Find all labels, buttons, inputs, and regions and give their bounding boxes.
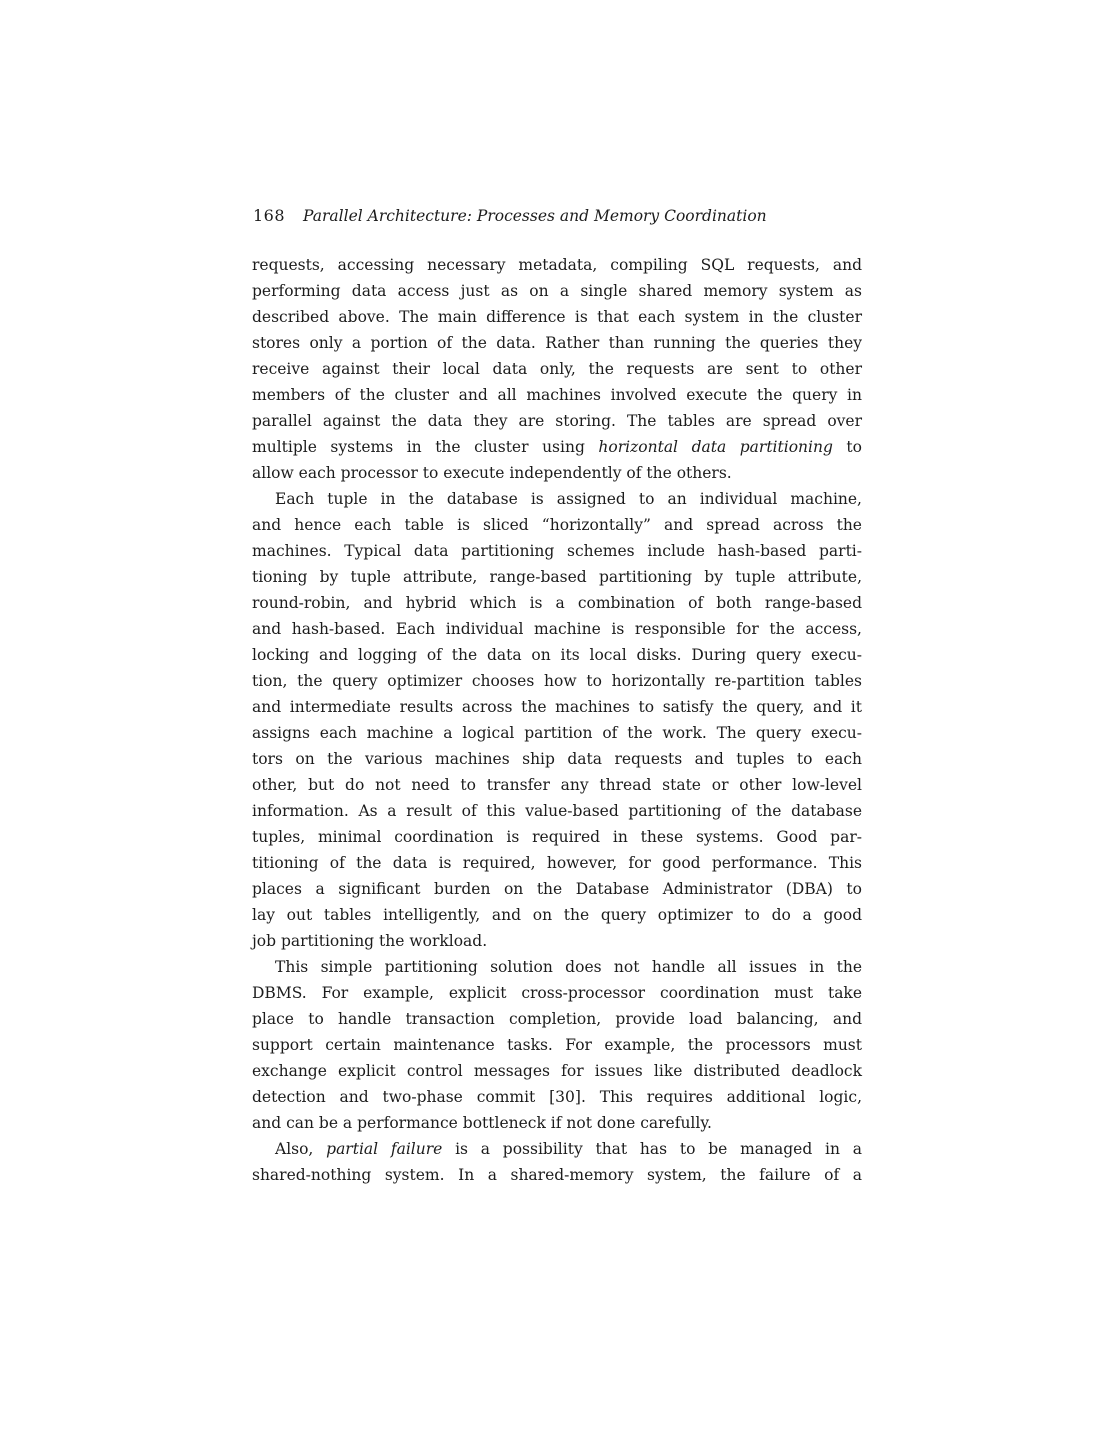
text-line <box>252 746 862 772</box>
text-line <box>252 616 862 642</box>
body-text: and intermediate results across the machines to satisfy the query, and it <box>252 698 862 716</box>
text-line <box>252 408 862 434</box>
text-line <box>252 512 862 538</box>
text-line <box>252 486 862 512</box>
body-text: round-robin, and hybrid which is a combination of both range-based <box>252 594 862 612</box>
text-line <box>252 1058 862 1084</box>
body-text: information. As a result of this value-based partitioning of the database <box>252 802 862 820</box>
text-line <box>252 1136 862 1162</box>
body-text: to <box>832 438 862 456</box>
emphasized-text: horizontal data partitioning <box>598 438 833 456</box>
body-text: This simple partitioning solution does not handle all issues in the <box>275 958 862 976</box>
text-line <box>252 590 862 616</box>
body-text: stores only a portion of the data. Rather than running the queries they <box>252 334 862 352</box>
body-text: job partitioning the workload. <box>252 932 488 950</box>
text-line <box>252 460 862 486</box>
text-line <box>252 772 862 798</box>
text-line <box>252 1006 862 1032</box>
text-line <box>252 1084 862 1110</box>
body-text: performing data access just as on a single shared memory system as <box>252 282 862 300</box>
page-number: 168 <box>253 206 286 225</box>
text-line <box>252 434 862 460</box>
text-line <box>252 252 862 278</box>
text-line <box>252 876 862 902</box>
body-text: tors on the various machines ship data requests and tuples to each <box>252 750 862 768</box>
body-text: requests, accessing necessary metadata, compiling SQL requests, and <box>252 256 862 274</box>
body-text: is a possibility that has to be managed in a <box>442 1140 862 1158</box>
body-text: tioning by tuple attribute, range-based partitioning by tuple attribute, <box>252 568 862 586</box>
text-line <box>252 902 862 928</box>
body-text: lay out tables intelligently, and on the query optimizer to do a good <box>252 906 862 924</box>
text-line <box>252 330 862 356</box>
text-line <box>252 694 862 720</box>
text-line <box>252 356 862 382</box>
body-text: parallel against the data they are storing. The tables are spread over <box>252 412 862 430</box>
text-line <box>252 538 862 564</box>
running-title: Parallel Architecture: Processes and Memory Coordination <box>303 207 767 225</box>
emphasized-text: partial failure <box>326 1140 443 1158</box>
running-header <box>253 203 863 229</box>
body-text: shared-nothing system. In a shared-memory system, the failure of a <box>252 1166 862 1184</box>
text-line <box>252 850 862 876</box>
text-line <box>252 642 862 668</box>
body-text: tuples, minimal coordination is required in these systems. Good par- <box>252 828 862 846</box>
text-line <box>252 824 862 850</box>
text-line <box>252 564 862 590</box>
body-text: place to handle transaction completion, provide load balancing, and <box>252 1010 862 1028</box>
text-line <box>252 798 862 824</box>
body-text: tion, the query optimizer chooses how to horizontally re-partition tables <box>252 672 862 690</box>
body-text: assigns each machine a logical partition of the work. The query execu- <box>252 724 862 742</box>
text-line <box>252 668 862 694</box>
paragraph <box>252 486 862 954</box>
paragraph <box>252 954 862 1136</box>
paragraph <box>252 1136 862 1188</box>
body-text: detection and two-phase commit [30]. This requires additional logic, <box>252 1088 862 1106</box>
body-text: locking and logging of the data on its local disks. During query execu- <box>252 646 862 664</box>
body-text: titioning of the data is required, however, for good performance. This <box>252 854 862 872</box>
body-text: described above. The main difference is that each system in the cluster <box>252 308 862 326</box>
paragraph <box>252 252 862 486</box>
text-line <box>252 382 862 408</box>
body-text: support certain maintenance tasks. For example, the processors must <box>252 1036 862 1054</box>
body-text: places a significant burden on the Database Administrator (DBA) to <box>252 880 862 898</box>
body-text: receive against their local data only, the requests are sent to other <box>252 360 862 378</box>
body-text: Also, <box>275 1140 327 1158</box>
text-line <box>252 304 862 330</box>
body-text: exchange explicit control messages for issues like distributed deadlock <box>252 1062 862 1080</box>
text-line <box>252 928 862 954</box>
text-line <box>252 720 862 746</box>
body-text: Each tuple in the database is assigned to an individual machine, <box>275 490 862 508</box>
body-text: and can be a performance bottleneck if not done carefully. <box>252 1114 712 1132</box>
text-line <box>252 1110 862 1136</box>
body-text: and hash-based. Each individual machine is responsible for the access, <box>252 620 862 638</box>
body-text: allow each processor to execute independently of the others. <box>252 464 732 482</box>
body-text: and hence each table is sliced “horizontally” and spread across the <box>252 516 862 534</box>
text-line <box>252 278 862 304</box>
body-text: other, but do not need to transfer any thread state or other low-level <box>252 776 862 794</box>
text-line <box>252 1032 862 1058</box>
page-body <box>252 252 862 1188</box>
body-text: DBMS. For example, explicit cross-processor coordination must take <box>252 984 862 1002</box>
text-line <box>252 954 862 980</box>
body-text: machines. Typical data partitioning schemes include hash-based parti- <box>252 542 862 560</box>
text-line <box>252 980 862 1006</box>
body-text: multiple systems in the cluster using <box>252 438 599 456</box>
body-text: members of the cluster and all machines involved execute the query in <box>252 386 862 404</box>
text-line <box>252 1162 862 1188</box>
